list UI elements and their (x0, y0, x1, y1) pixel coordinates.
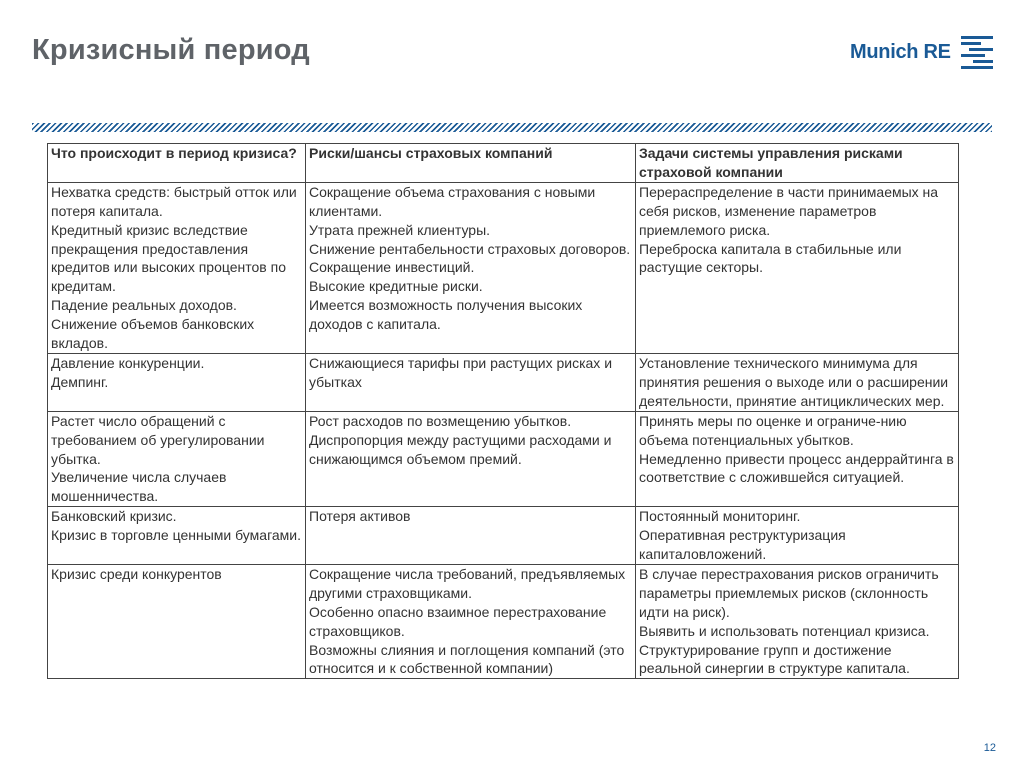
munich-re-emblem-icon (959, 34, 995, 70)
table-cell: Снижающиеся тарифы при растущих рисках и убытках (306, 353, 636, 411)
table-cell: Сокращение числа требований, предъявляемых другими страховщиками. Особенно опасно взаимное перестрахование страховщиков. Возможны слияния и поглощения компаний (это относится и к собственной компании) (306, 564, 636, 678)
crisis-table (47, 143, 959, 679)
page-number: 12 (983, 742, 996, 754)
table-header-row (48, 144, 959, 183)
munich-re-logo (850, 34, 995, 70)
table-cell: Кризис среди конкурентов (48, 564, 306, 678)
slide-title: Кризисный период (32, 34, 310, 66)
table-cell: Сокращение объема страхования с новыми клиентами. Утрата прежней клиентуры. Снижение рентабельности страховых договоров. Сокращение инвестиций. Высокие кредитные риски. Имеется возможность получения высоких доходов с капитала. (306, 182, 636, 353)
column-header: Что происходит в период кризиса? (48, 144, 306, 183)
table-cell: Рост расходов по возмещению убытков. Диспропорция между растущими расходами и снижающимся объемом премий. (306, 411, 636, 507)
table-row (48, 411, 959, 507)
table-cell: Принять меры по оценке и ограниче-нию объема потенциальных убытков. Немедленно привести процесс андеррайтинга в соответствие с сложившейся ситуацией. (636, 411, 959, 507)
table-cell: Растет число обращений с требованием об урегулировании убытка. Увеличение числа случаев мошенничества. (48, 411, 306, 507)
table-cell: Давление конкуренции. Демпинг. (48, 353, 306, 411)
table-cell: Перераспределение в части принимаемых на себя рисков, изменение параметров приемлемого риска. Переброска капитала в стабильные или растущие секторы. (636, 182, 959, 353)
logo-text: Munich RE (850, 40, 951, 63)
table-row (48, 182, 959, 353)
table-cell: Нехватка средств: быстрый отток или потеря капитала. Кредитный кризис вследствие прекращения предоставления кредитов или высоких процентов по кредитам. Падение реальных доходов. Снижение объемов банковских вкладов. (48, 182, 306, 353)
table-cell: Установление технического минимума для принятия решения о выходе или о расширении деятельности, принятие антициклических мер. (636, 353, 959, 411)
table-cell: Банковский кризис. Кризис в торговле ценными бумагами. (48, 507, 306, 565)
table-cell: Постоянный мониторинг. Оперативная реструктуризация капиталовложений. (636, 507, 959, 565)
column-header: Риски/шансы страховых компаний (306, 144, 636, 183)
table-cell: Потеря активов (306, 507, 636, 565)
table-row (48, 353, 959, 411)
decorative-hatch-divider (32, 123, 992, 132)
column-header: Задачи системы управления рисками страховой компании (636, 144, 959, 183)
table-row (48, 507, 959, 565)
table-cell: В случае перестрахования рисков ограничить параметры приемлемых рисков (склонность идти на риск). Выявить и использовать потенциал кризиса. Структурирование групп и достижение реальной синергии в структуре капитала. (636, 564, 959, 678)
table-row (48, 564, 959, 678)
